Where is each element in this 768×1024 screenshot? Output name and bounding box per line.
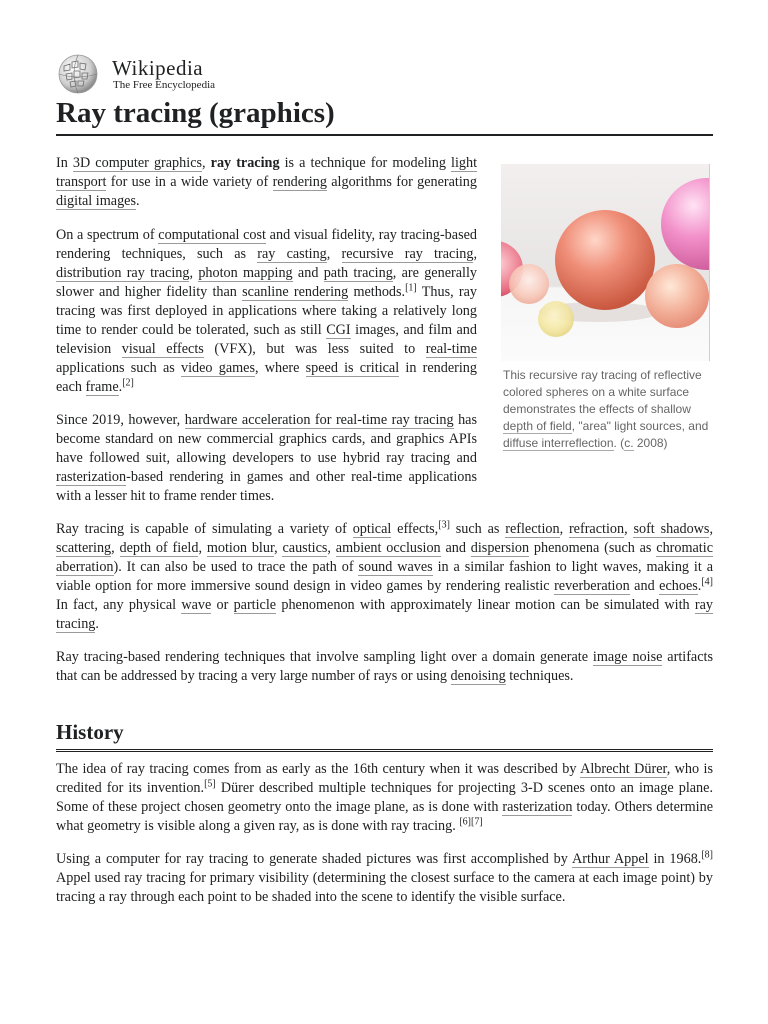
link[interactable]: scanline rendering	[242, 284, 349, 300]
link[interactable]: scattering	[56, 540, 112, 556]
link[interactable]: ambient occlusion	[335, 540, 441, 556]
link[interactable]: diffuse interreflection	[503, 436, 614, 450]
link[interactable]: 3D computer graphics	[72, 155, 203, 171]
link[interactable]: refraction	[568, 521, 625, 537]
link[interactable]: rasterization	[56, 469, 127, 485]
link[interactable]: echoes	[659, 578, 698, 594]
link[interactable]: distribution ray tracing	[56, 265, 190, 281]
wikipedia-wordmark[interactable]: Wikipedia	[112, 56, 204, 80]
link[interactable]: depth of field	[503, 419, 572, 433]
citation-ref[interactable]: [6]	[459, 816, 471, 828]
link[interactable]: chromatic aberration	[56, 540, 713, 575]
link[interactable]: rasterization	[502, 799, 573, 815]
wikipedia-globe-icon[interactable]	[56, 54, 100, 94]
ray-traced-spheres-image[interactable]	[501, 164, 710, 361]
link[interactable]: denoising	[450, 668, 506, 684]
link[interactable]: depth of field	[119, 540, 199, 556]
section-heading-history: History	[56, 718, 713, 752]
paragraph: Since 2019, however, hardware acceleration for real-time ray tracing has become standard on new commercial graphics cards, and graphics APIs have followed suit, allowing developers to use hybrid ray tracing and rasterization-based rendering in games and other real-time applications with a lesser hit to frame render times.	[56, 412, 477, 504]
wikipedia-tagline: The Free Encyclopedia	[113, 79, 216, 91]
citation-ref[interactable]: [2]	[122, 377, 134, 389]
link[interactable]: light transport	[56, 155, 478, 190]
citation-ref[interactable]: [8]	[701, 849, 714, 861]
link[interactable]: CGI	[326, 322, 351, 338]
link[interactable]: video games	[181, 360, 255, 376]
citation-ref[interactable]: [1]	[405, 282, 417, 294]
link[interactable]: rendering	[272, 174, 327, 190]
link[interactable]: digital images	[56, 193, 136, 209]
paragraph: Ray tracing-based rendering techniques that involve sampling light over a domain generate image noise artifacts that can be addressed by tracing a very large number of rays or using denoising techniques.	[56, 649, 713, 684]
link[interactable]: dispersion	[470, 540, 530, 556]
link[interactable]: motion blur	[206, 540, 275, 556]
link[interactable]: path tracing	[323, 265, 393, 281]
paragraph: On a spectrum of computational cost and visual fidelity, ray tracing-based rendering techniques, such as ray casting, recursive ray tracing, distribution ray tracing, photon mapping and path tracing, are generally slower and higher fidelity than scanline rendering methods.[1] Thus, ray tracing was first deployed in applications where taking a relatively long time to render could be tolerated, such as still CGI images, and film and television visual effects (VFX), but was less suited to real-time applications such as video games, where speed is critical in rendering each frame.[2]	[56, 227, 477, 395]
link[interactable]: visual effects	[121, 341, 204, 357]
citation-ref[interactable]: [4]	[701, 576, 713, 588]
link[interactable]: wave	[181, 597, 212, 613]
paragraph: The idea of ray tracing comes from as early as the 16th century when it was described by Albrecht Dürer, who is credited for its invention.[5] Dürer described multiple techniques for projecting 3-D scenes onto an image plane. Some of these project chosen geometry onto the image plane, as is done with rasterization today. Others determine what geometry is visible along a given ray, as is done with ray tracing. [6][7]	[56, 761, 713, 834]
link[interactable]: reverberation	[554, 578, 630, 594]
link[interactable]: ray tracing	[56, 597, 713, 632]
paragraph: Using a computer for ray tracing to generate shaded pictures was first accomplished by Arthur Appel in 1968.[8] Appel used ray tracing for primary visibility (determining the closest surface to the camera at each image point) by tracing a ray through each point to be shaded into the scene to identify the visible surface.	[56, 849, 714, 905]
link[interactable]: Arthur Appel	[571, 851, 649, 867]
link[interactable]: speed is critical	[305, 360, 400, 376]
link[interactable]: photon mapping	[198, 265, 293, 281]
figure-caption: This recursive ray tracing of reflective colored spheres on a white surface demonstrates the effects of shallow depth of field, "area" light sources, and diffuse interreflection. (c. 2008)	[503, 368, 709, 450]
link[interactable]: caustics	[282, 540, 328, 556]
link[interactable]: ray casting	[257, 246, 327, 262]
link[interactable]: reflection	[505, 521, 560, 537]
link[interactable]: computational cost	[158, 227, 266, 243]
link[interactable]: c.	[624, 436, 634, 450]
link[interactable]: image noise	[592, 649, 663, 665]
paragraph: In 3D computer graphics, ray tracing is a technique for modeling light transport for use in a wide variety of rendering algorithms for generating digital images.	[56, 155, 478, 209]
link[interactable]: sound waves	[358, 559, 433, 575]
link[interactable]: recursive ray tracing	[341, 246, 474, 262]
link[interactable]: soft shadows	[633, 521, 710, 537]
citation-ref[interactable]: [7]	[471, 816, 483, 828]
figure	[501, 164, 711, 452]
link[interactable]: real-time	[425, 341, 477, 357]
citation-ref[interactable]: [5]	[204, 778, 216, 790]
link[interactable]: optical	[352, 521, 392, 537]
link[interactable]: Albrecht Dürer	[580, 761, 667, 777]
page-title: Ray tracing (graphics)	[56, 93, 713, 136]
link[interactable]: particle	[233, 597, 277, 613]
citation-ref[interactable]: [3]	[438, 519, 450, 531]
link[interactable]: frame	[85, 379, 119, 395]
link[interactable]: hardware acceleration for real-time ray tracing	[184, 412, 454, 428]
paragraph: Ray tracing is capable of simulating a variety of optical effects,[3] such as reflection, refraction, soft shadows, scattering, depth of field, motion blur, caustics, ambient occlusion and dispersion phenomena (such as chromatic aberration). It can also be used to trace the path of sound waves in a similar fashion to light waves, making it a viable option for more immersive sound design in video games by rendering realistic reverberation and echoes.[4] In fact, any physical wave or particle phenomenon with approximately linear motion can be simulated with ray tracing.	[56, 519, 713, 632]
